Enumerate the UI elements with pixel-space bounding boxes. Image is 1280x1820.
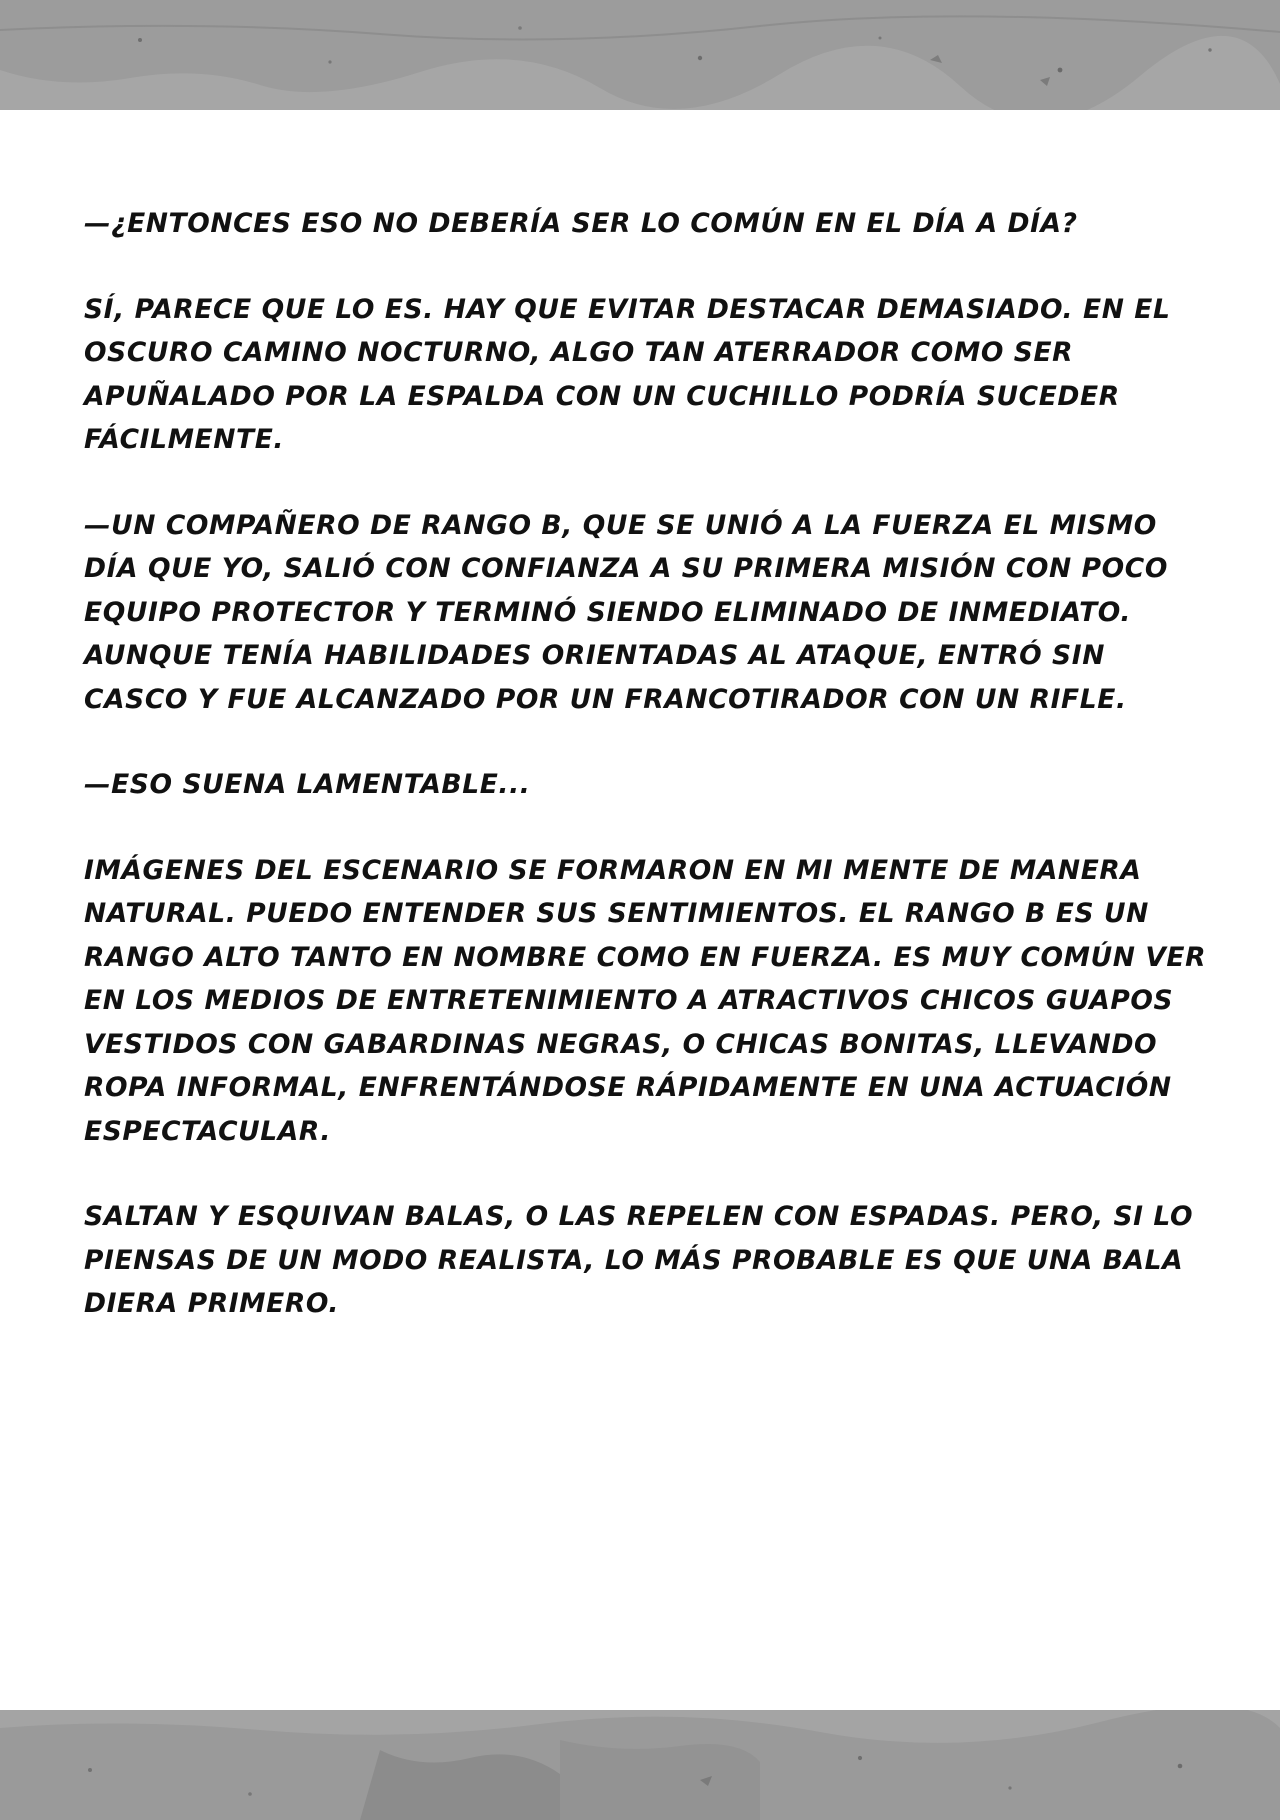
bottom-grunge-texture [0, 1710, 1280, 1820]
page-body [0, 110, 1280, 1710]
paragraph-1: —¿ENTONCES ESO NO DEBERÍA SER LO COMÚN EN EL DÍA A DÍA? [84, 208, 1078, 239]
paragraph-4: —ESO SUENA LAMENTABLE... [84, 769, 531, 800]
paragraph-6: SALTAN Y ESQUIVAN BALAS, O LAS REPELEN CON ESPADAS. PERO, SI LO PIENSAS DE UN MODO REALISTA, LO MÁS PROBABLE ES QUE UNA BALA DIERA PRIMERO. [84, 1201, 1194, 1319]
top-grunge-texture [0, 0, 1280, 110]
bottom-grunge-band [0, 1710, 1280, 1820]
top-grunge-band [0, 0, 1280, 110]
paragraph-3: —UN COMPAÑERO DE RANGO B, QUE SE UNIÓ A LA FUERZA EL MISMO DÍA QUE YO, SALIÓ CON CONFIANZA A SU PRIMERA MISIÓN CON POCO EQUIPO PROTECTOR Y TERMINÓ SIENDO ELIMINADO DE INMEDIATO. AUNQUE TENÍA HABILIDADES ORIENTADAS AL ATAQUE, ENTRÓ SIN CASCO Y FUE ALCANZADO POR UN FRANCOTIRADOR CON UN RIFLE. [84, 509, 1168, 715]
paragraph-2: SÍ, PARECE QUE LO ES. HAY QUE EVITAR DESTACAR DEMASIADO. EN EL OSCURO CAMINO NOCTURNO, ALGO TAN ATERRADOR COMO SER APUÑALADO POR LA ESPALDA CON UN CUCHILLO PODRÍA SUCEDER FÁCILMENTE. [84, 293, 1171, 455]
paragraph-5: IMÁGENES DEL ESCENARIO SE FORMARON EN MI MENTE DE MANERA NATURAL. PUEDO ENTENDER SUS SENTIMIENTOS. EL RANGO B ES UN RANGO ALTO TANTO EN NOMBRE COMO EN FUERZA. ES MUY COMÚN VER EN LOS MEDIOS DE ENTRETENIMIENTO A ATRACTIVOS CHICOS GUAPOS VESTIDOS CON GABARDINAS NEGRAS, O CHICAS BONITAS, LLEVANDO ROPA INFORMAL, ENFRENTÁNDOSE RÁPIDAMENTE EN UNA ACTUACIÓN ESPECTACULAR. [84, 854, 1207, 1147]
text-block [84, 202, 1214, 1368]
